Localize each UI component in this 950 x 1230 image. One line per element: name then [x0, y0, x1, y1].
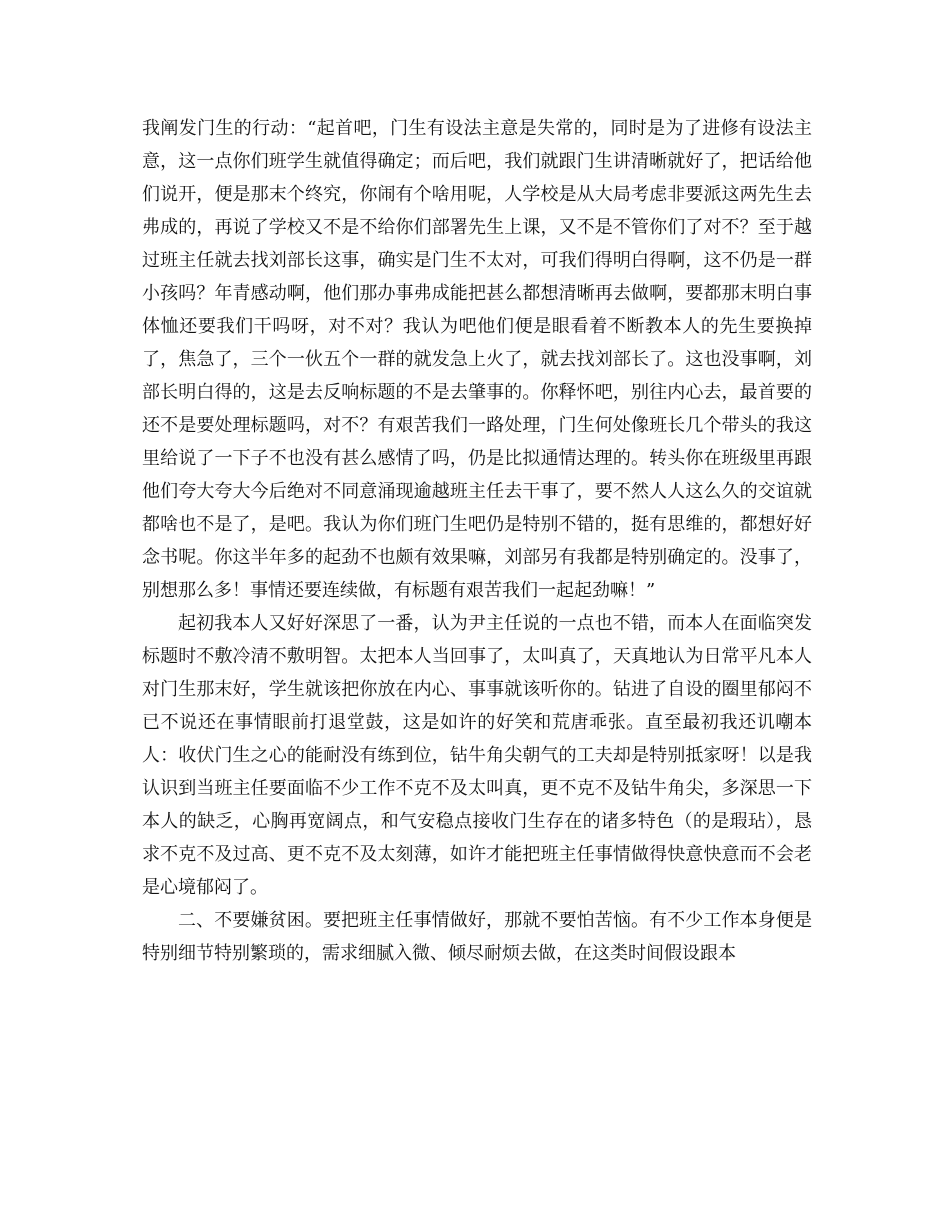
document-page: [142, 112, 812, 970]
paragraph-section-two: 二、不要嫌贫困。要把班主任事情做好，那就不要怕苦恼。有不少工作本身便是特别细节特别繁琐的，需求细腻入微、倾尽耐烦去做，在这类时间假设跟本: [142, 910, 812, 964]
paragraph-dialogue: 我阐发门生的行动：“起首吧，门生有设法主意是失常的，同时是为了进修有设法主意，这一点你们班学生就值得确定；而后吧，我们就跟门生讲清晰就好了，把话给他们说开，便是那末个终究，你闹有个啥用呢，人学校是从大局考虑非要派这两先生去弗成的，再说了学校又不是不给你们部署先生上课，又不是不管你们了对不？至于越过班主任就去找刘部长这事，确实是门生不太对，可我们得明白得啊，这不仍是一群小孩吗？年青感动啊，他们那办事弗成能把甚么都想清晰再去做啊，要都那末明白事体恤还要我们干吗呀，对不对？我认为吧他们便是眼看着不断教本人的先生要换掉了，焦急了，三个一伙五个一群的就发急上火了，就去找刘部长了。这也没事啊，刘部长明白得的，这是去反响标题的不是去肇事的。你释怀吧，别往内心去，最首要的还不是要处理标题吗，对不？有艰苦我们一路处理，门生何处像班长几个带头的我这里给说了一下子不也没有甚么感情了吗，仍是比拟通情达理的。转头你在班级里再跟他们夸大夸大今后绝对不同意涌现逾越班主任去干事了，要不然人人这么久的交谊就都啥也不是了，是吧。我认为你们班门生吧仍是特别不错的，挺有思维的，都想好好念书呢。你这半年多的起劲不也颇有效果嘛，刘部另有我都是特别确定的。没事了，别想那么多！事情还要连续做，有标题有艰苦我们一起起劲嘛！”: [142, 118, 812, 601]
paragraph-reflection: 起初我本人又好好深思了一番，认为尹主任说的一点也不错，而本人在面临突发标题时不敷冷清不敷明智。太把本人当回事了，太叫真了，天真地认为日常平凡本人对门生那末好，学生就该把你放在内心、事事就该听你的。钻进了自设的圈里郁闷不已不说还在事情眼前打退堂鼓，这是如许的好笑和荒唐乖张。直至最初我还讥嘲本人：收伏门生之心的能耐没有练到位，钻牛角尖朝气的工夫却是特别抵家呀！以是我认识到当班主任要面临不少工作不克不及太叫真，更不克不及钻牛角尖，多深思一下本人的缺乏，心胸再宽阔点，和气安稳点接收门生存在的诸多特色（的是瑕玷），恳求不克不及过高、更不克不及太刻薄，如许才能把班主任事情做得快意快意而不会老是心境郁闷了。: [142, 613, 812, 898]
